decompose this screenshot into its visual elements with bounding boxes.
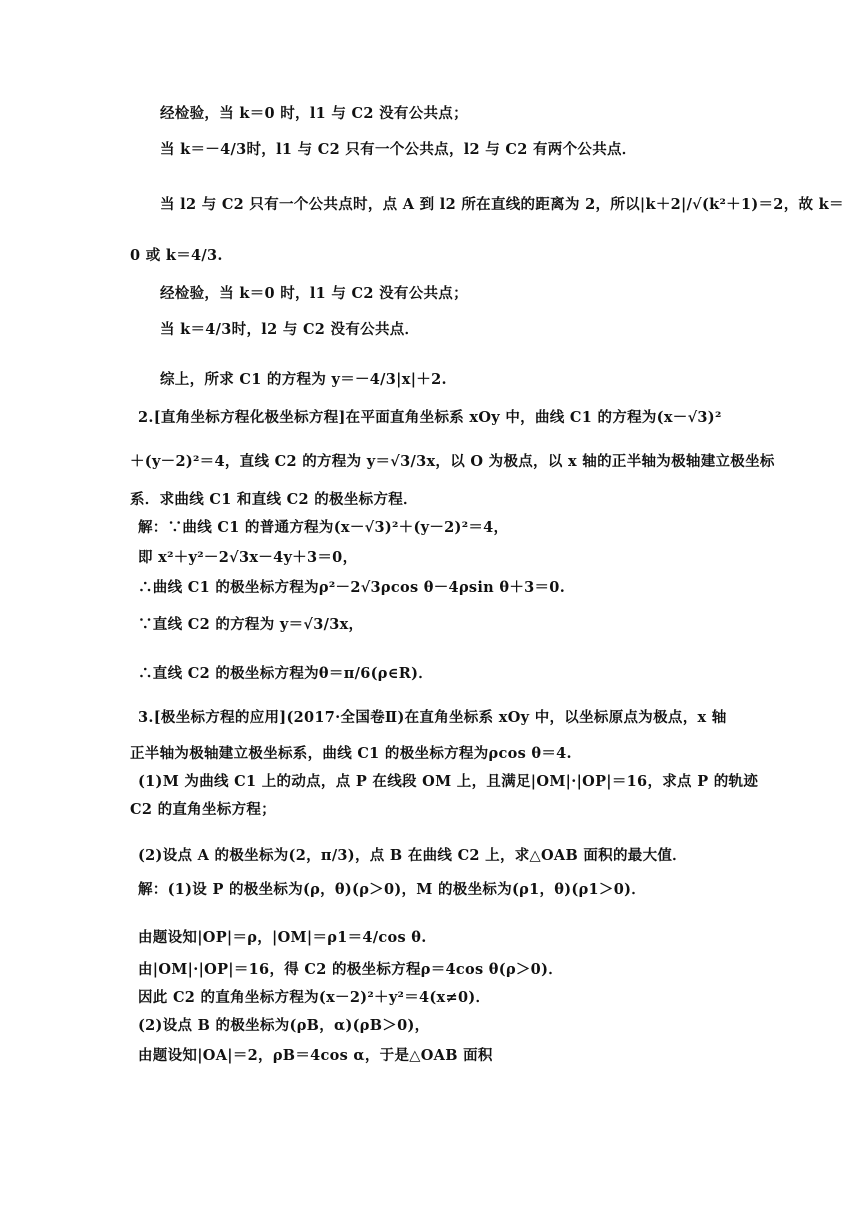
text-line-3: 当 l2 与 C2 只有一个公共点时，点 A 到 l2 所在直线的距离为 2，所以|k＋2|/√(k²＋1)＝2，故 k＝ (160, 196, 844, 213)
solution-2-line-5: ∴直线 C2 的极坐标方程为θ＝π/6(ρ∈R)． (138, 665, 434, 682)
problem-3-part-1-line-2: C2 的直角坐标方程； (130, 801, 276, 818)
text-line-4: 0 或 k＝4/3. (130, 247, 223, 264)
problem-3-line-2: 正半轴为极轴建立极坐标系，曲线 C1 的极坐标方程为ρcos θ＝4. (130, 745, 572, 762)
text-line-7: 综上，所求 C1 的方程为 y＝－4/3|x|＋2. (160, 371, 447, 388)
solution-3-line-3: 由|OM|·|OP|＝16，得 C2 的极坐标方程ρ＝4cos θ(ρ＞0)． (138, 961, 564, 978)
solution-2-line-3: ∴曲线 C1 的极坐标方程为ρ²－2√3ρcos θ－4ρsin θ＋3＝0. (138, 579, 566, 596)
solution-3-line-5: (2)设点 B 的极坐标为(ρB，α)(ρB＞0)， (138, 1017, 430, 1034)
solution-3-line-6: 由题设知|OA|＝2，ρB＝4cos α，于是△OAB 面积 (138, 1047, 493, 1064)
problem-2-line-1: 2.[直角坐标方程化极坐标方程]在平面直角坐标系 xOy 中，曲线 C1 的方程为(x－√3)² (138, 409, 722, 426)
text-line-5: 经检验，当 k＝0 时，l1 与 C2 没有公共点； (160, 285, 468, 302)
solution-3-line-2: 由题设知|OP|＝ρ，|OM|＝ρ1＝4/cos θ. (138, 929, 427, 946)
solution-3-line-4: 因此 C2 的直角坐标方程为(x－2)²＋y²＝4(x≠0)． (138, 989, 491, 1006)
text-line-2: 当 k＝－4/3时，l1 与 C2 只有一个公共点，l2 与 C2 有两个公共点． (160, 141, 637, 158)
problem-2-line-3: 系．求曲线 C1 和直线 C2 的极坐标方程． (130, 491, 418, 508)
solution-2-line-1: 解：∵曲线 C1 的普通方程为(x－√3)²＋(y－2)²＝4， (138, 519, 509, 536)
problem-3-line-1: 3.[极坐标方程的应用](2017·全国卷Ⅱ)在直角坐标系 xOy 中，以坐标原点为极点，x 轴 (138, 709, 727, 726)
solution-3-line-1: 解：(1)设 P 的极坐标为(ρ，θ)(ρ＞0)，M 的极坐标为(ρ1，θ)(ρ1＞0)． (138, 881, 647, 898)
problem-3-part-2: (2)设点 A 的极坐标为(2，π/3)，点 B 在曲线 C2 上，求△OAB 面积的最大值． (138, 847, 687, 864)
solution-2-line-4: ∵直线 C2 的方程为 y＝√3/3x， (138, 616, 364, 633)
text-line-1: 经检验，当 k＝0 时，l1 与 C2 没有公共点； (160, 105, 468, 122)
text-line-6: 当 k＝4/3时，l2 与 C2 没有公共点． (160, 321, 420, 338)
problem-3-part-1-line-1: (1)M 为曲线 C1 上的动点，点 P 在线段 OM 上，且满足|OM|·|OP|＝16，求点 P 的轨迹 (138, 773, 759, 790)
solution-2-line-2: 即 x²＋y²－2√3x－4y＋3＝0， (138, 549, 358, 566)
problem-2-line-2: ＋(y－2)²＝4，直线 C2 的方程为 y＝√3/3x，以 O 为极点，以 x 轴的正半轴为极轴建立极坐标 (130, 453, 775, 470)
